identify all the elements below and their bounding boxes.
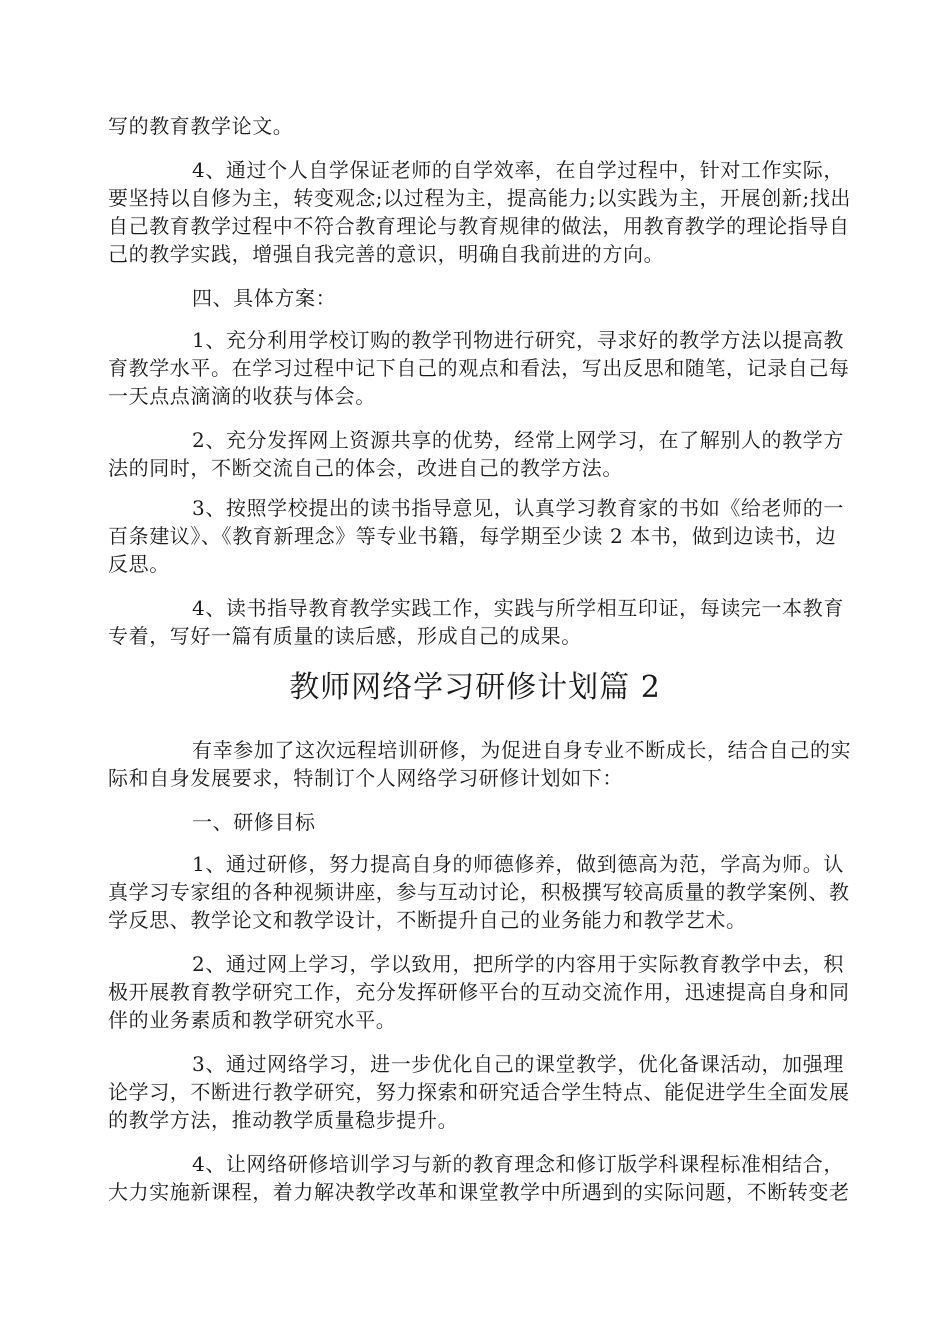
paragraph xyxy=(108,1150,848,1206)
paragraph-line: 法的同时，不断交流自己的体会，改进自己的教学方法。 xyxy=(108,456,623,480)
paragraph-line: 4、让网络研修培训学习与新的教育理念和修订版学科课程标准相结合， xyxy=(192,1152,844,1176)
paragraph-line: 学反思、教学论文和教学设计，不断提升自己的业务能力和教学艺术。 xyxy=(108,908,747,932)
paragraph-line: 论学习，不断进行教学研究，努力探索和研究适合学生特点、能促进学生全面发展 xyxy=(108,1080,850,1104)
paragraph xyxy=(108,950,848,1034)
paragraph-line: 真学习专家组的各种视频讲座，参与互动讨论，积极撰写较高质量的教学案例、教 xyxy=(108,880,850,904)
paragraph-line: 写的教育教学论文。 xyxy=(108,114,294,138)
paragraph-line: 的教学方法，推动教学质量稳步提升。 xyxy=(108,1108,459,1132)
paragraph-line: 极开展教育教学研究工作，充分发挥研修平台的互动交流作用，迅速提高自身和同 xyxy=(108,980,850,1004)
paragraph-line: 有幸参加了这次远程培训研修，为促进自身专业不断成长，结合自己的实 xyxy=(192,738,852,762)
paragraph-line: 1、充分利用学校订购的教学刊物进行研究，寻求好的教学方法以提高教 xyxy=(192,328,844,352)
paragraph xyxy=(108,736,852,792)
paragraph-line: 己的教学实践，增强自我完善的意识，明确自我前进的方向。 xyxy=(108,242,665,266)
paragraph-line: 际和自身发展要求，特制订个人网络学习研修计划如下： xyxy=(108,766,623,790)
paragraph-line: 4、通过个人自学保证老师的自学效率，在自学过程中，针对工作实际， xyxy=(192,158,844,182)
paragraph xyxy=(108,494,848,578)
paragraph xyxy=(108,426,848,482)
paragraph-line: 反思。 xyxy=(108,552,170,576)
paragraph-line: 要坚持以自修为主，转变观念;以过程为主，提高能力;以实践为主，开展创新;找出 xyxy=(108,186,852,210)
paragraph-line: 自己教育教学过程中不符合教育理论与教育规律的做法，用教育教学的理论指导自 xyxy=(108,214,850,238)
paragraph xyxy=(108,1050,848,1134)
paragraph xyxy=(108,156,852,268)
paragraph-line: 3、按照学校提出的读书指导意见，认真学习教育家的书如《给老师的一 xyxy=(192,496,844,520)
section-heading: 一、研修目标 xyxy=(192,810,316,834)
paragraph-line: 1、通过研修，努力提高自身的师德修养，做到德高为范，学高为师。认 xyxy=(192,852,844,876)
paragraph-line: 大力实施新课程，着力解决教学改革和课堂教学中所遇到的实际问题，不断转变老 xyxy=(108,1180,850,1204)
paragraph xyxy=(108,326,848,410)
paragraph xyxy=(108,284,848,312)
paragraph-line: 3、通过网络学习，进一步优化自己的课堂教学，优化备课活动，加强理 xyxy=(192,1052,844,1076)
paragraph-line: 伴的业务素质和教学研究水平。 xyxy=(108,1008,397,1032)
section-title: 教师网络学习研修计划篇 2 xyxy=(289,670,661,705)
paragraph-line: 专着，写好一篇有质量的读后感，形成自己的成果。 xyxy=(108,624,582,648)
paragraph-line: 2、充分发挥网上资源共享的优势，经常上网学习，在了解别人的教学方 xyxy=(192,428,844,452)
section-heading: 四、具体方案： xyxy=(192,286,337,310)
paragraph xyxy=(108,808,848,836)
paragraph xyxy=(108,850,848,934)
paragraph-line: 2、通过网上学习，学以致用，把所学的内容用于实际教育教学中去，积 xyxy=(192,952,844,976)
paragraph-line: 一天点点滴滴的收获与体会。 xyxy=(108,384,376,408)
paragraph xyxy=(108,594,848,650)
paragraph-line: 百条建议》、《教育新理念》等专业书籍，每学期至少读 2 本书，做到边读书，边 xyxy=(108,524,837,548)
paragraph-line: 育教学水平。在学习过程中记下自己的观点和看法，写出反思和随笔，记录自己每 xyxy=(108,356,850,380)
paragraph xyxy=(108,112,848,140)
paragraph-line: 4、读书指导教育教学实践工作，实践与所学相互印证，每读完一本教育 xyxy=(192,596,844,620)
